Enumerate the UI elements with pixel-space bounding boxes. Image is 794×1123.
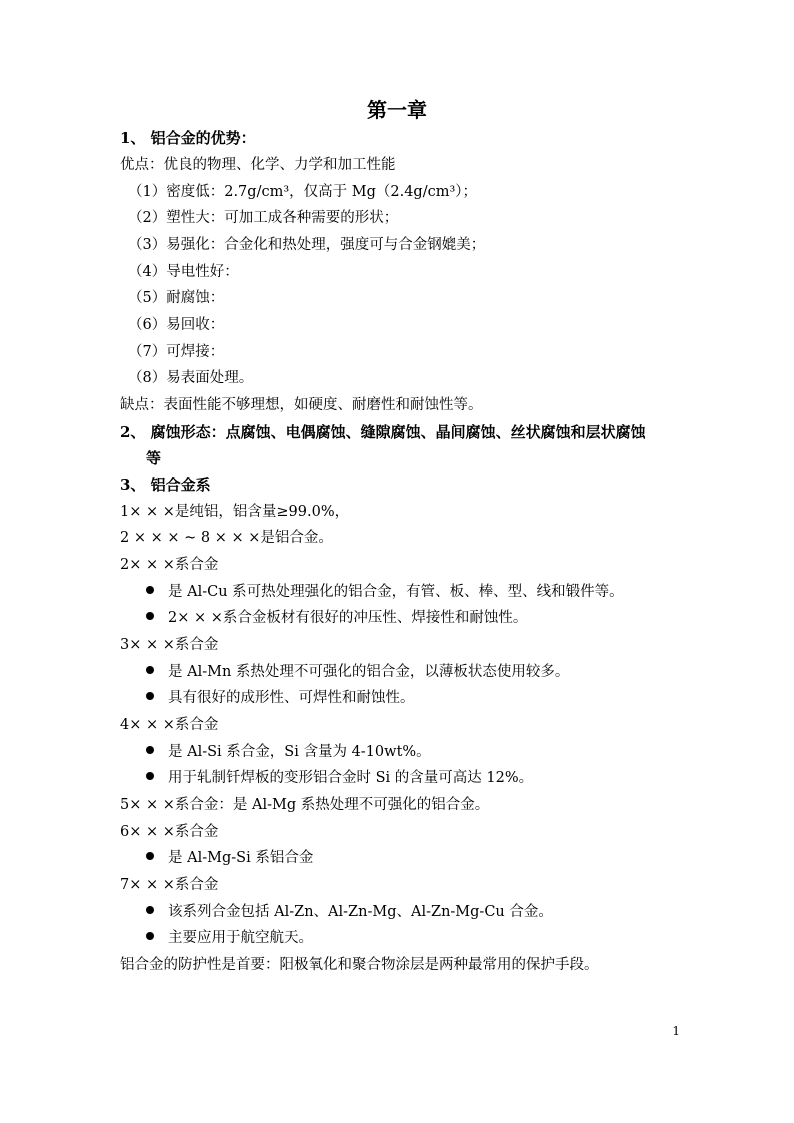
bullet-icon <box>146 906 154 914</box>
series-1xxx-line: 1× × ×是纯铝，铝含量≥99.0%， <box>120 504 350 520</box>
list-item: 是 Al-Mn 系热处理不可强化的铝合金，以薄板状态使用较多。 <box>146 662 569 682</box>
advantage-item-4: （4）导电性好： <box>128 264 239 280</box>
disadvantages-line: 缺点：表面性能不够理想，如硬度、耐磨性和耐蚀性等。 <box>120 397 483 413</box>
protection-line: 铝合金的防护性是首要：阳极氧化和聚合物涂层是两种最常用的保护手段。 <box>120 957 599 973</box>
series-3xxx-label: 3× × ×系合金 <box>120 637 219 653</box>
bullet-icon <box>146 746 154 754</box>
advantage-item-2: （2）塑性大：可加工成各种需要的形状； <box>128 210 399 226</box>
list-item: 用于轧制钎焊板的变形铝合金时 Si 的含量可高达 12%。 <box>146 768 533 788</box>
list-item: 是 Al-Si 系合金，Si 含量为 4-10wt%。 <box>146 742 431 762</box>
series-2to8-line: 2 × × × ~ 8 × × ×是铝合金。 <box>120 530 333 546</box>
section-2-heading: 2、 腐蚀形态：点腐蚀、电偶腐蚀、缝隙腐蚀、晶间腐蚀、丝状腐蚀和层状腐蚀 <box>120 423 646 441</box>
bullet-icon <box>146 612 154 620</box>
advantage-item-7: （7）可焊接： <box>128 344 225 360</box>
bullet-icon <box>146 692 154 700</box>
advantage-item-8: （8）易表面处理。 <box>128 370 254 386</box>
section-3-heading: 3、 铝合金系 <box>120 476 211 494</box>
series-7xxx-label: 7× × ×系合金 <box>120 877 219 893</box>
advantage-item-5: （5）耐腐蚀： <box>128 290 225 306</box>
advantage-item-1: （1）密度低：2.7g/cm³，仅高于 Mg（2.4g/cm³）； <box>128 184 478 200</box>
section-1-heading: 1、 铝合金的优势： <box>120 129 256 147</box>
bullet-icon <box>146 666 154 674</box>
series-6xxx-label: 6× × ×系合金 <box>120 824 219 840</box>
page-number: 1 <box>672 1024 680 1038</box>
series-5xxx-line: 5× × ×系合金：是 Al-Mg 系热处理不可强化的铝合金。 <box>120 797 490 813</box>
list-item: 主要应用于航空航天。 <box>146 928 313 948</box>
list-item: 该系列合金包括 Al-Zn、Al-Zn-Mg、Al-Zn-Mg-Cu 合金。 <box>146 902 553 922</box>
bullet-icon <box>146 586 154 594</box>
section-2-heading-continued: 等 <box>146 449 162 467</box>
list-item: 是 Al-Mg-Si 系铝合金 <box>146 848 313 868</box>
series-2xxx-label: 2× × ×系合金 <box>120 557 219 573</box>
series-4xxx-label: 4× × ×系合金 <box>120 717 219 733</box>
advantage-item-6: （6）易回收： <box>128 317 225 333</box>
advantage-item-3: （3）易强化：合金化和热处理，强度可与合金钢媲美； <box>128 237 486 253</box>
advantages-line: 优点：优良的物理、化学、力学和加工性能 <box>120 157 396 173</box>
bullet-icon <box>146 852 154 860</box>
list-item: 是 Al-Cu 系可热处理强化的铝合金，有管、板、棒、型、线和锻件等。 <box>146 582 624 602</box>
list-item: 具有很好的成形性、可焊性和耐蚀性。 <box>146 688 415 708</box>
bullet-icon <box>146 772 154 780</box>
chapter-title: 第一章 <box>367 98 427 122</box>
bullet-icon <box>146 932 154 940</box>
list-item: 2× × ×系合金板材有很好的冲压性、焊接性和耐蚀性。 <box>146 608 527 628</box>
